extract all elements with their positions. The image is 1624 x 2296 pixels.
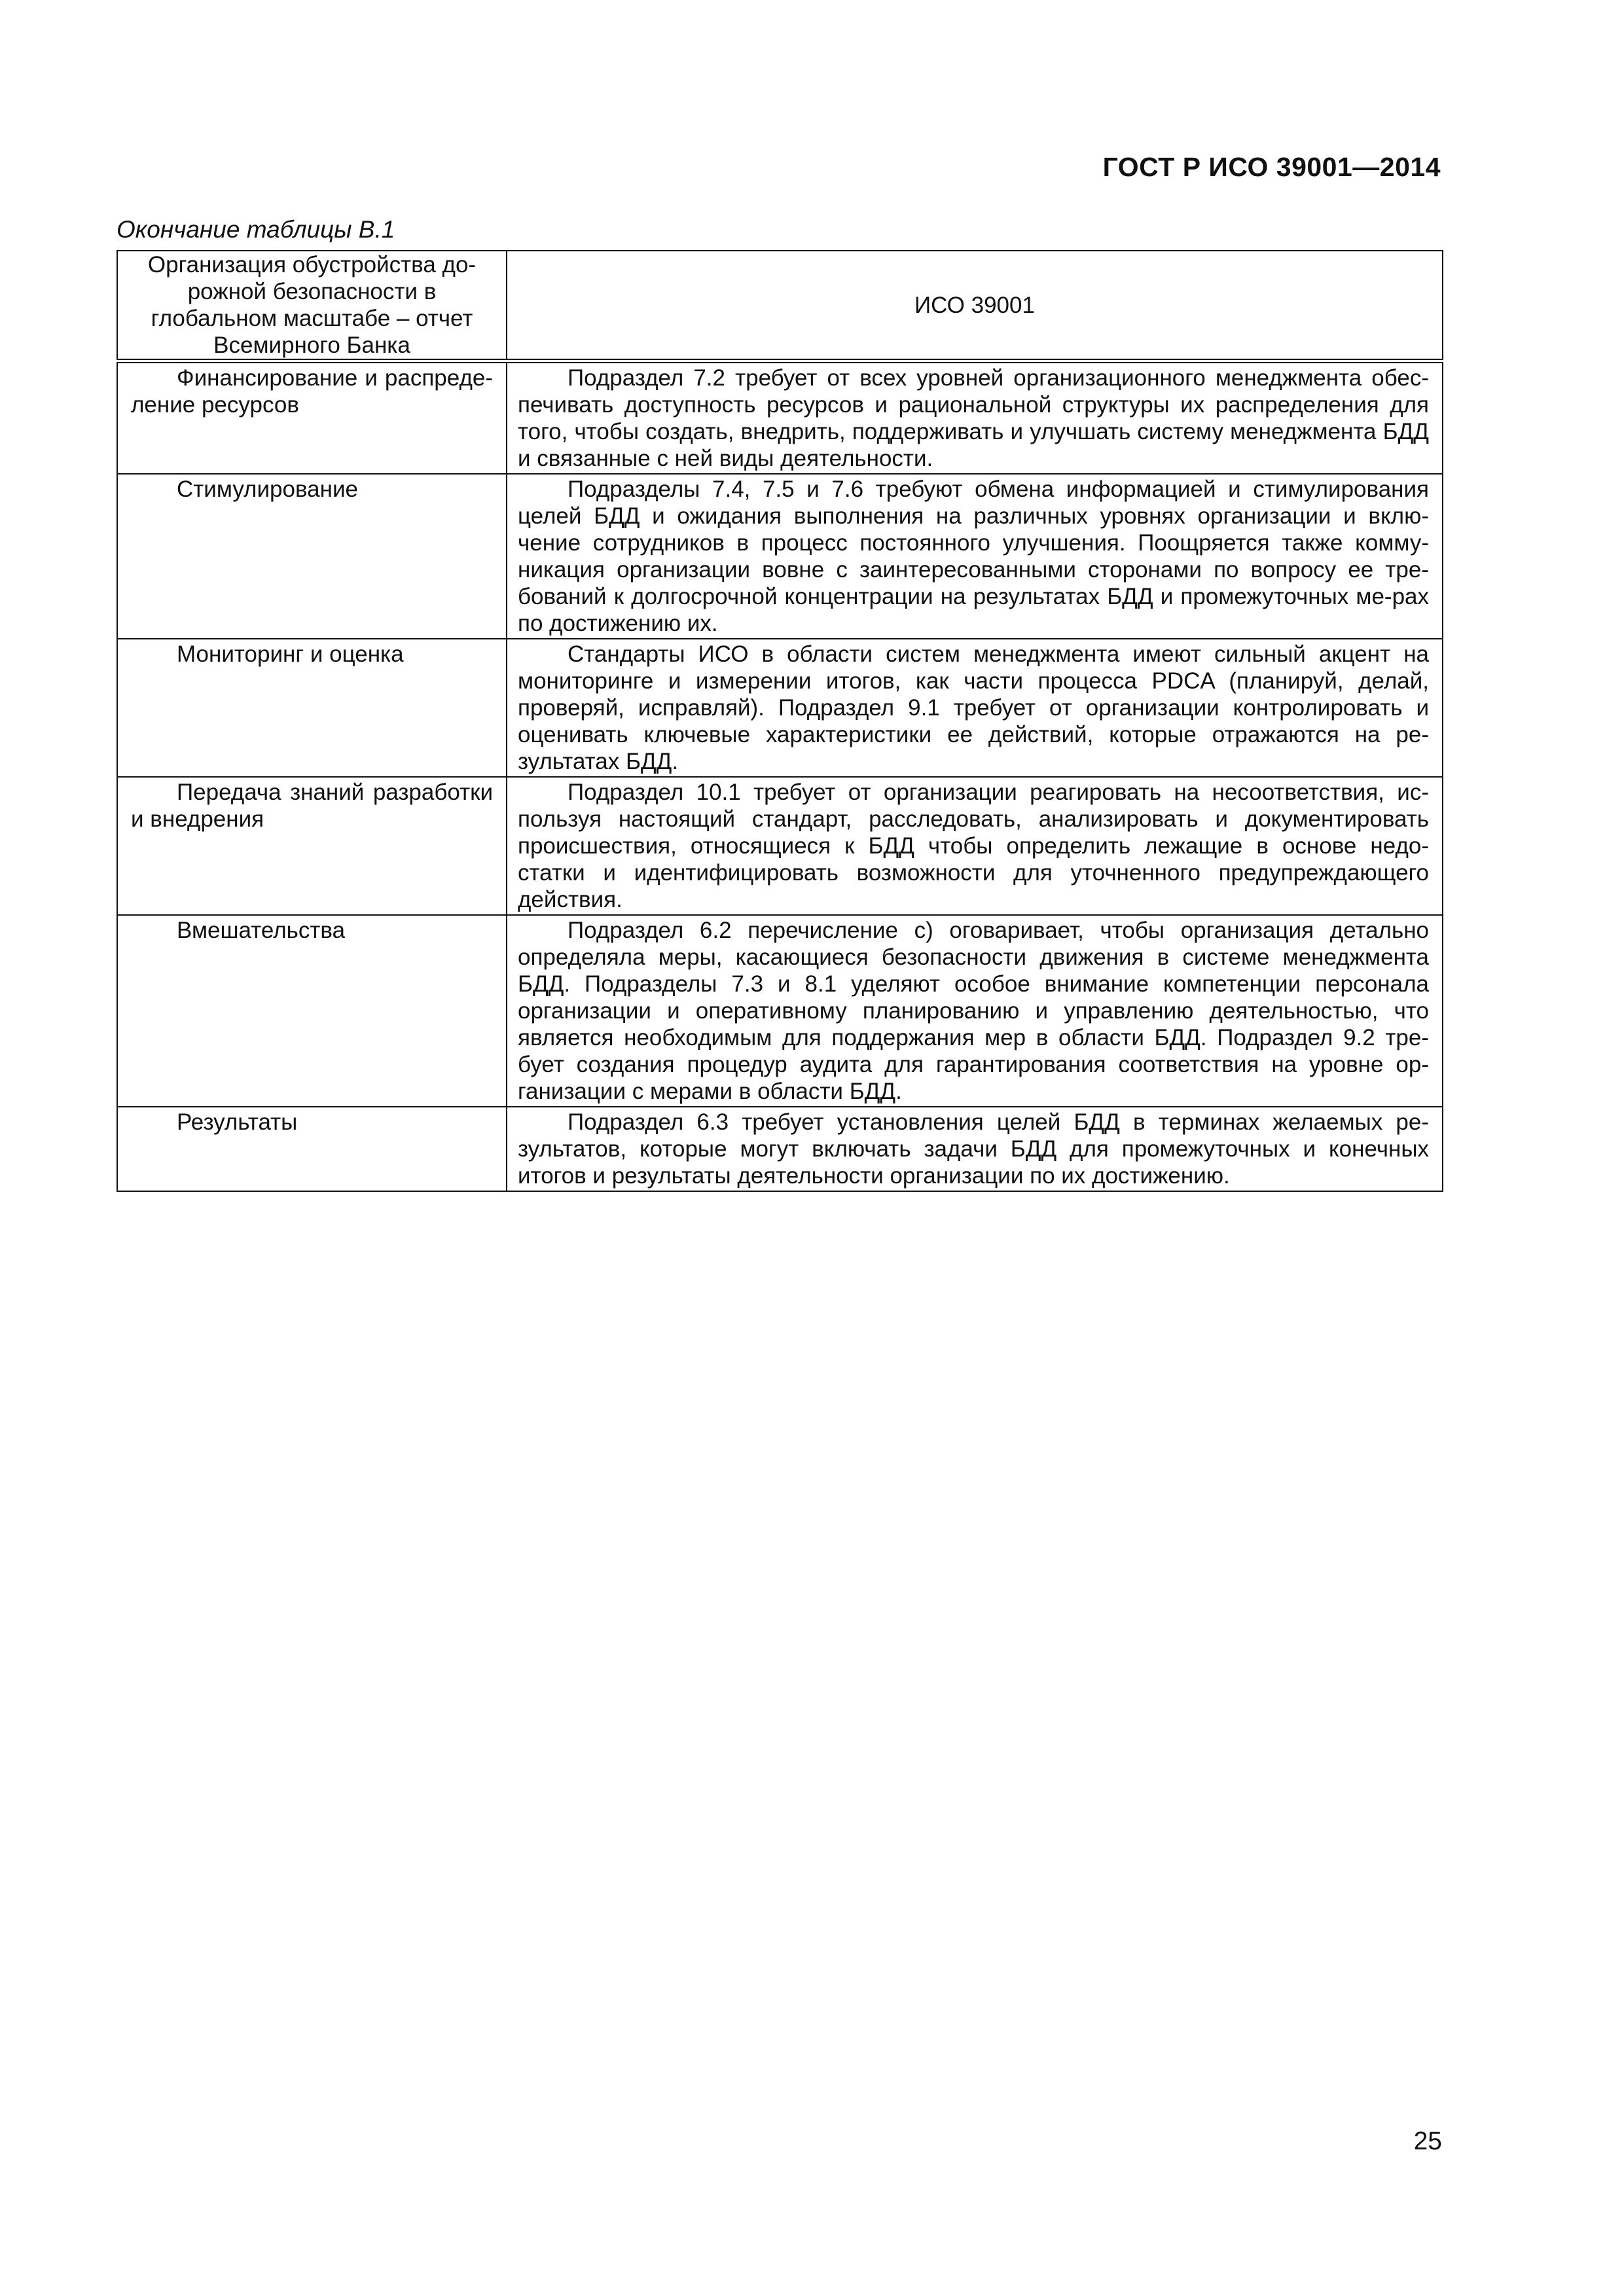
table-row bbox=[117, 361, 1443, 475]
row-label-stimulation: Стимулирование bbox=[117, 474, 507, 639]
page-number: 25 bbox=[1413, 2127, 1442, 2155]
column-header-iso: ИСО 39001 bbox=[507, 251, 1443, 361]
table-row bbox=[117, 1107, 1443, 1191]
row-label-results: Результаты bbox=[117, 1107, 507, 1191]
row-label-monitoring: Мониторинг и оценка bbox=[117, 639, 507, 777]
table-row bbox=[117, 639, 1443, 777]
document-header: ГОСТ Р ИСО 39001—2014 bbox=[1102, 152, 1441, 182]
table-header bbox=[117, 251, 1443, 361]
row-label-knowledge-transfer: Передача знаний разработки и внедрения bbox=[117, 777, 507, 915]
row-text-results: Подраздел 6.3 требует установления целей БДД в терминах желаемых ре-зультатов, которые могут включать задачи БДД для промежуточных и конечных итогов и результаты деятельности организации по их достижению. bbox=[507, 1107, 1443, 1191]
table-row bbox=[117, 915, 1443, 1107]
row-label-financing: Финансирование и распреде-ление ресурсов bbox=[117, 361, 507, 475]
column-header-world-bank: Организация обустройства до-рожной безопасности в глобальном масштабе – отчет Всемирного Банка bbox=[117, 251, 507, 361]
row-text-interventions: Подраздел 6.2 перечисление с) оговаривает, чтобы организация детально определяла меры, касающиеся безопасности движения в системе менеджмента БДД. Подразделы 7.3 и 8.1 уделяют особое внимание компетенции персонала организации и оперативному планированию и управлению деятельностью, что является необходимым для поддержания мер в области БДД. Подраздел 9.2 тре-бует создания процедур аудита для гарантирования соответствия на уровне ор-ганизации с мерами в области БДД. bbox=[507, 915, 1443, 1107]
row-text-stimulation: Подразделы 7.4, 7.5 и 7.6 требуют обмена информацией и стимулирования целей БДД и ожидания выполнения на различных уровнях организации и вклю-чение сотрудников в процесс постоянного улучшения. Поощряется также комму-никация организации вовне с заинтересованными сторонами по вопросу ее тре-бований к долгосрочной концентрации на результатах БДД и промежуточных ме-рах по достижению их. bbox=[507, 474, 1443, 639]
table-container bbox=[117, 250, 1442, 1192]
table-body bbox=[117, 361, 1443, 1192]
table-caption: Окончание таблицы В.1 bbox=[117, 216, 395, 243]
row-text-knowledge-transfer: Подраздел 10.1 требует от организации реагировать на несоответствия, ис-пользуя настоящий стандарт, расследовать, анализировать и документировать происшествия, относящиеся к БДД чтобы определить лежащие в основе недо-статки и идентифицировать возможности для уточненного предупреждающего действия. bbox=[507, 777, 1443, 915]
row-text-financing: Подраздел 7.2 требует от всех уровней организационного менеджмента обес-печивать доступность ресурсов и рациональной структуры их распределения для того, чтобы создать, внедрить, поддерживать и улучшать систему менеджмента БДД и связанные с ней виды деятельности. bbox=[507, 361, 1443, 475]
row-label-interventions: Вмешательства bbox=[117, 915, 507, 1107]
row-text-monitoring: Стандарты ИСО в области систем менеджмента имеют сильный акцент на мониторинге и измерении итогов, как части процесса PDCA (планируй, делай, проверяй, исправляй). Подраздел 9.1 требует от организации контролировать и оценивать ключевые характеристики ее действий, которые отражаются на ре-зультатах БДД. bbox=[507, 639, 1443, 777]
comparison-table bbox=[117, 250, 1443, 1192]
table-row bbox=[117, 474, 1443, 639]
table-row bbox=[117, 777, 1443, 915]
table-header-row bbox=[117, 251, 1443, 361]
